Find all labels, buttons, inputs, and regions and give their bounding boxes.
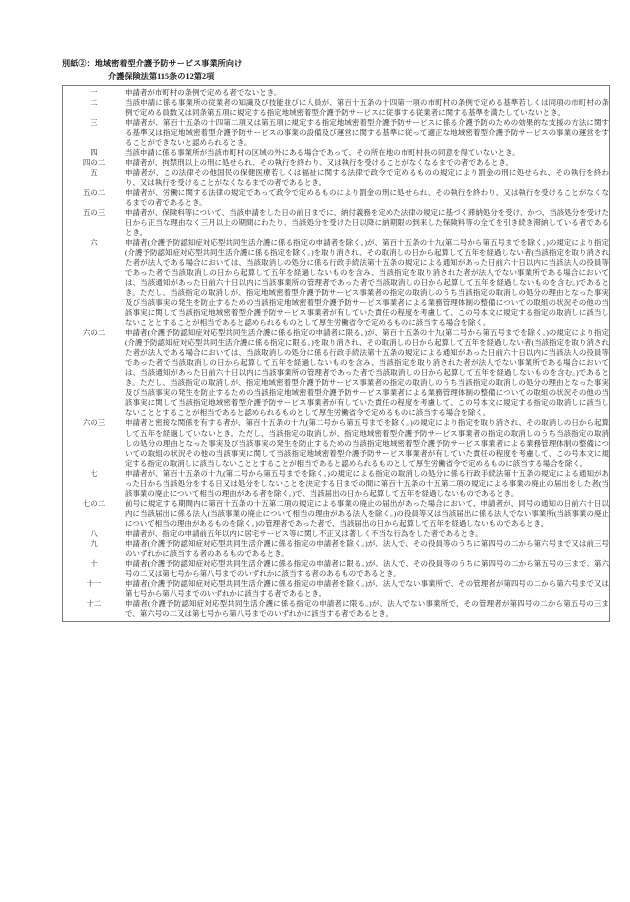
- clause-number-cell: [63, 86, 126, 98]
- clause-number-cell: [63, 238, 126, 328]
- clause-number: 六の三: [82, 418, 106, 428]
- clause-text: 申請者が、労働に関する法律の規定であって政令で定めるものにより罰金の刑に処せられ、その執行を終わり、又は執行を受けることがなくなるまでの者であるとき。: [125, 188, 609, 208]
- clause-number: 十二: [86, 598, 102, 608]
- clause-text: 申請者(介護予防認知症対応型共同生活介護に係る指定の申請者を除く。)が、法人でない事業所で、その管理者が第四号の二から第六号まで又は第七号から第八号までのいずれかに該当する者であるとき。: [125, 578, 609, 598]
- clause-text-cell: [125, 328, 610, 418]
- clause-number: 九: [90, 538, 98, 548]
- table-row: [63, 529, 610, 539]
- clause-text-cell: [125, 168, 610, 188]
- clause-text: 申請者(介護予防認知症対応型共同生活介護に係る指定の申請者に限る。)が、法人で、その役員等のうちに第四号の二から第五号の三まで、第六号の二又は第七号から第八号までのいずれかに該当する者のあるものであるとき。: [125, 558, 609, 578]
- clause-table: [62, 85, 610, 621]
- clause-number-cell: [63, 118, 126, 148]
- clause-text: 当該申請に係る事業所の従業者の知識及び技能並びに人員が、第百十五条の十四第一項の市町村の条例で定める基準若しくは同項の市町村の条例で定める員数又は同条第五項に規定する指定地域密着型介護予防サービスに従事する従業者に関する基準を満たしていないとき。: [125, 97, 609, 117]
- clause-text: 申請者が、この法律その他国民の保健医療若しくは福祉に関する法律で政令で定めるものの規定により罰金の刑に処せられ、その執行を終わり、又は執行を受けることがなくなるまでの者であるとき。: [125, 168, 609, 188]
- clause-text: 申請者(介護予防認知症対応型共同生活介護に係る指定の申請者に限る。)が、法人でない事業所で、その管理者が第四号の二から第五号の三まで、第六号の二又は第七号から第八号までのいずれかに該当する者であるとき。: [125, 598, 609, 618]
- clause-text-cell: [125, 238, 610, 328]
- document-subtitle: 介護保険法第115条の12第2項: [108, 71, 215, 81]
- clause-number-cell: [63, 469, 126, 499]
- table-row: [63, 328, 610, 418]
- clause-number-cell: [63, 168, 126, 188]
- clause-number: 四の二: [82, 158, 106, 168]
- clause-number: 五の二: [82, 188, 106, 198]
- clause-number: 十: [90, 558, 98, 568]
- clause-number: 一: [90, 87, 98, 97]
- clause-number-cell: [63, 188, 126, 208]
- clause-text-cell: [125, 579, 610, 599]
- clause-text: 当該申請に係る事業所が当該市町村の区域の外にある場合であって、その所在地の市町村長の同意を得ていないとき。: [125, 148, 520, 158]
- clause-text-cell: [125, 469, 610, 499]
- table-row: [63, 539, 610, 559]
- table-row: [63, 418, 610, 468]
- clause-text: 申請者が、第百十五条の十四第二項又は第五項に規定する指定地域密着型介護予防サービスに係る介護予防のための効果的な支援の方法に関する基準又は指定地域密着型介護予防サービスの事業の設備及び運営に関する基準に従って適正な地域密着型介護予防サービスの事業の運営をすることができないと認められるとき。: [125, 118, 609, 148]
- table-row: [63, 469, 610, 499]
- clause-number-cell: [63, 328, 126, 418]
- clause-text: 申請者が、指定の申請前五年以内に居宅サービス等に関し不正又は著しく不当な行為をした者であるとき。: [125, 528, 483, 538]
- clause-text-cell: [125, 98, 610, 118]
- clause-number-cell: [63, 499, 126, 529]
- table-row: [63, 499, 610, 529]
- table-row: [63, 579, 610, 599]
- clause-text: 前号に規定する期間内に第百十五条の十五第二項の規定による事業の廃止の届出があった場合において、申請者が、同号の通知の日前六十日以内に当該届出に係る法人(当該事業の廃止について相当の理由がある法人を除く。)の役員等又は当該届出に係る法人でない事業所(当該事業の廃止について相当の理由があるものを除く。)の管理者であった者で、当該届出の日から起算して五年を経過しないものであるとき。: [125, 498, 609, 528]
- clause-text: 申請者(介護予防認知症対応型共同生活介護に係る指定の申請者を除く。)が、法人で、その役員等のうちに第四号の二から第六号まで又は前三号のいずれかに該当する者のあるものであるとき。: [125, 538, 609, 558]
- clause-text-cell: [125, 529, 610, 539]
- clause-number-cell: [63, 579, 126, 599]
- table-row: [63, 599, 610, 622]
- clause-number: 五の三: [82, 208, 106, 218]
- clause-number: 五: [90, 168, 98, 178]
- clause-text: 申請者が、保険料等について、当該申請をした日の前日までに、納付義務を定めた法律の規定に基づく滞納処分を受け、かつ、当該処分を受けた日から正当な理由なく三月以上の期間にわたり、当該処分を受けた日以降に納期限の到来した保険料等の全てを引き続き滞納している者であるとき。: [125, 208, 609, 238]
- clause-number: 七: [90, 468, 98, 478]
- table-row: [63, 208, 610, 238]
- clause-text-cell: [125, 599, 610, 622]
- table-row: [63, 148, 610, 158]
- clause-number-cell: [63, 539, 126, 559]
- clause-text: 申請者が、第百十五条の十九(第二号から第五号までを除く。)の規定による指定の取消しの処分に係る行政手続法第十五条の規定による通知があった日から当該処分をする日又は処分をしないことを決定する日までの間に第百十五条の十五第二項の規定による事業の廃止の届出をした者(当該事業の廃止について相当の理由がある者を除く。)で、当該届出の日から起算して五年を経過しないものであるとき。: [125, 468, 609, 498]
- clause-number: 六: [90, 238, 98, 248]
- clause-number: 八: [90, 528, 98, 538]
- clause-number: 六の二: [82, 328, 106, 338]
- clause-number: 四: [90, 148, 98, 158]
- clause-text-cell: [125, 86, 610, 98]
- clause-text-cell: [125, 418, 610, 468]
- clause-text-cell: [125, 148, 610, 158]
- clause-number: 十一: [86, 578, 102, 588]
- table-row: [63, 188, 610, 208]
- table-row: [63, 98, 610, 118]
- clause-number: 二: [90, 97, 98, 107]
- clause-number-cell: [63, 98, 126, 118]
- clause-text-cell: [125, 188, 610, 208]
- table-row: [63, 559, 610, 579]
- clause-text-cell: [125, 559, 610, 579]
- clause-number: 三: [90, 118, 98, 128]
- table-row: [63, 168, 610, 188]
- clause-text: 申請者が、拘禁刑以上の刑に処せられ、その執行を終わり、又は執行を受けることがなくなるまでの者であるとき。: [125, 158, 513, 168]
- clause-number-cell: [63, 208, 126, 238]
- clause-number-cell: [63, 599, 126, 622]
- clause-text-cell: [125, 158, 610, 168]
- clause-number-cell: [63, 418, 126, 468]
- clause-text-cell: [125, 208, 610, 238]
- clause-text: 申請者と密接な関係を有する者が、第百十五条の十九(第二号から第五号までを除く。)の規定により指定を取り消され、その取消しの日から起算して五年を経過していないとき。ただし、当該指定の取消しが、指定地域密着型介護予防サービス事業者の指定の取消しのうち当該指定の取消しの処分の理由となった事実及び当該事実の発生を防止するための当該指定地域密着型介護予防サービス事業者による業務管理体制の整備についての取組の状況その他の当該事実に関して当該指定地域密着型介護予防サービス事業者が有していた責任の程度を考慮して、この号本文に規定する指定の取消しに該当しないこととすることが相当であると認められるものとして厚生労働省令で定めるものに該当する場合を除く。: [125, 418, 609, 468]
- clause-number-cell: [63, 158, 126, 168]
- table-row: [63, 238, 610, 328]
- clause-text-cell: [125, 118, 610, 148]
- table-row: [63, 86, 610, 98]
- clause-number-cell: [63, 148, 126, 158]
- clause-text-cell: [125, 539, 610, 559]
- table-row: [63, 118, 610, 148]
- clause-text: 申請者が市町村の条例で定める者でないとき。: [125, 87, 282, 97]
- clause-number-cell: [63, 529, 126, 539]
- clause-text: 申請者(介護予防認知症対応型共同生活介護に係る指定の申請者を除く。)が、第百十五条の十九(第二号から第五号までを除く。)の規定により指定(介護予防認知症対応型共同生活介護に係る指定を除く。)を取り消され、その取消しの日から起算して五年を経過しない者(当該指定を取り消された者が法人である場合においては、当該取消しの処分に係る行政手続法第十五条の規定による通知があった日前六十日以内に当該法人の役員等であった者で当該取消しの日から起算して五年を経過しないものを含み、当該指定を取り消された者が法人でない事業所である場合においては、当該通知があった日前六十日以内に当該事業所の管理者であった者で当該取消しの日から起算して五年を経過しないものを含む。)であるとき。ただし、当該指定の取消しが、指定地域密着型介護予防サービス事業者の指定の取消しのうち当該指定の取消しの処分の理由となった事実及び当該事実の発生を防止するための当該指定地域密着型介護予防サービス事業者による業務管理体制の整備についての取組の状況その他の当該事実に関して当該指定地域密着型介護予防サービス事業者が有していた責任の程度を考慮して、この号本文に規定する指定の取消しに該当しないこととすることが相当であると認められるものとして厚生労働省令で定めるものに該当する場合を除く。: [125, 238, 609, 328]
- document-title: 別紙②：地域密着型介護予防サービス事業所向け: [62, 59, 243, 68]
- clause-text-cell: [125, 499, 610, 529]
- clause-table-body: [63, 86, 610, 621]
- table-row: [63, 158, 610, 168]
- clause-number: 七の二: [82, 498, 106, 508]
- clause-text: 申請者(介護予防認知症対応型共同生活介護に係る指定の申請者に限る。)が、第百十五条の十九(第二号から第五号までを除く。)の規定により指定(介護予防認知症対応型共同生活介護に係る指定に限る。)を取り消され、その取消しの日から起算して五年を経過しない者(当該指定を取り消された者が法人である場合においては、当該取消しの処分に係る行政手続法第十五条の規定による通知があった日前六十日以内に当該法人の役員等であった者で当該取消しの日から起算して五年を経過しないものを含み、当該指定を取り消された者が法人でない事業所である場合においては、当該通知があった日前六十日以内に当該事業所の管理者であった者で当該取消しの日から起算して五年を経過しないものを含む。)であるとき。ただし、当該指定の取消しが、指定地域密着型介護予防サービス事業者の指定の取消しのうち当該指定の取消しの処分の理由となった事実及び当該事実の発生を防止するための当該指定地域密着型介護予防サービス事業者による業務管理体制の整備についての取組の状況その他の当該事実に関して当該指定地域密着型介護予防サービス事業者が有していた責任の程度を考慮して、この号本文に規定する指定の取消しに該当しないこととすることが相当であると認められるものとして厚生労働省令で定めるものに該当する場合を除く。: [125, 328, 609, 418]
- clause-number-cell: [63, 559, 126, 579]
